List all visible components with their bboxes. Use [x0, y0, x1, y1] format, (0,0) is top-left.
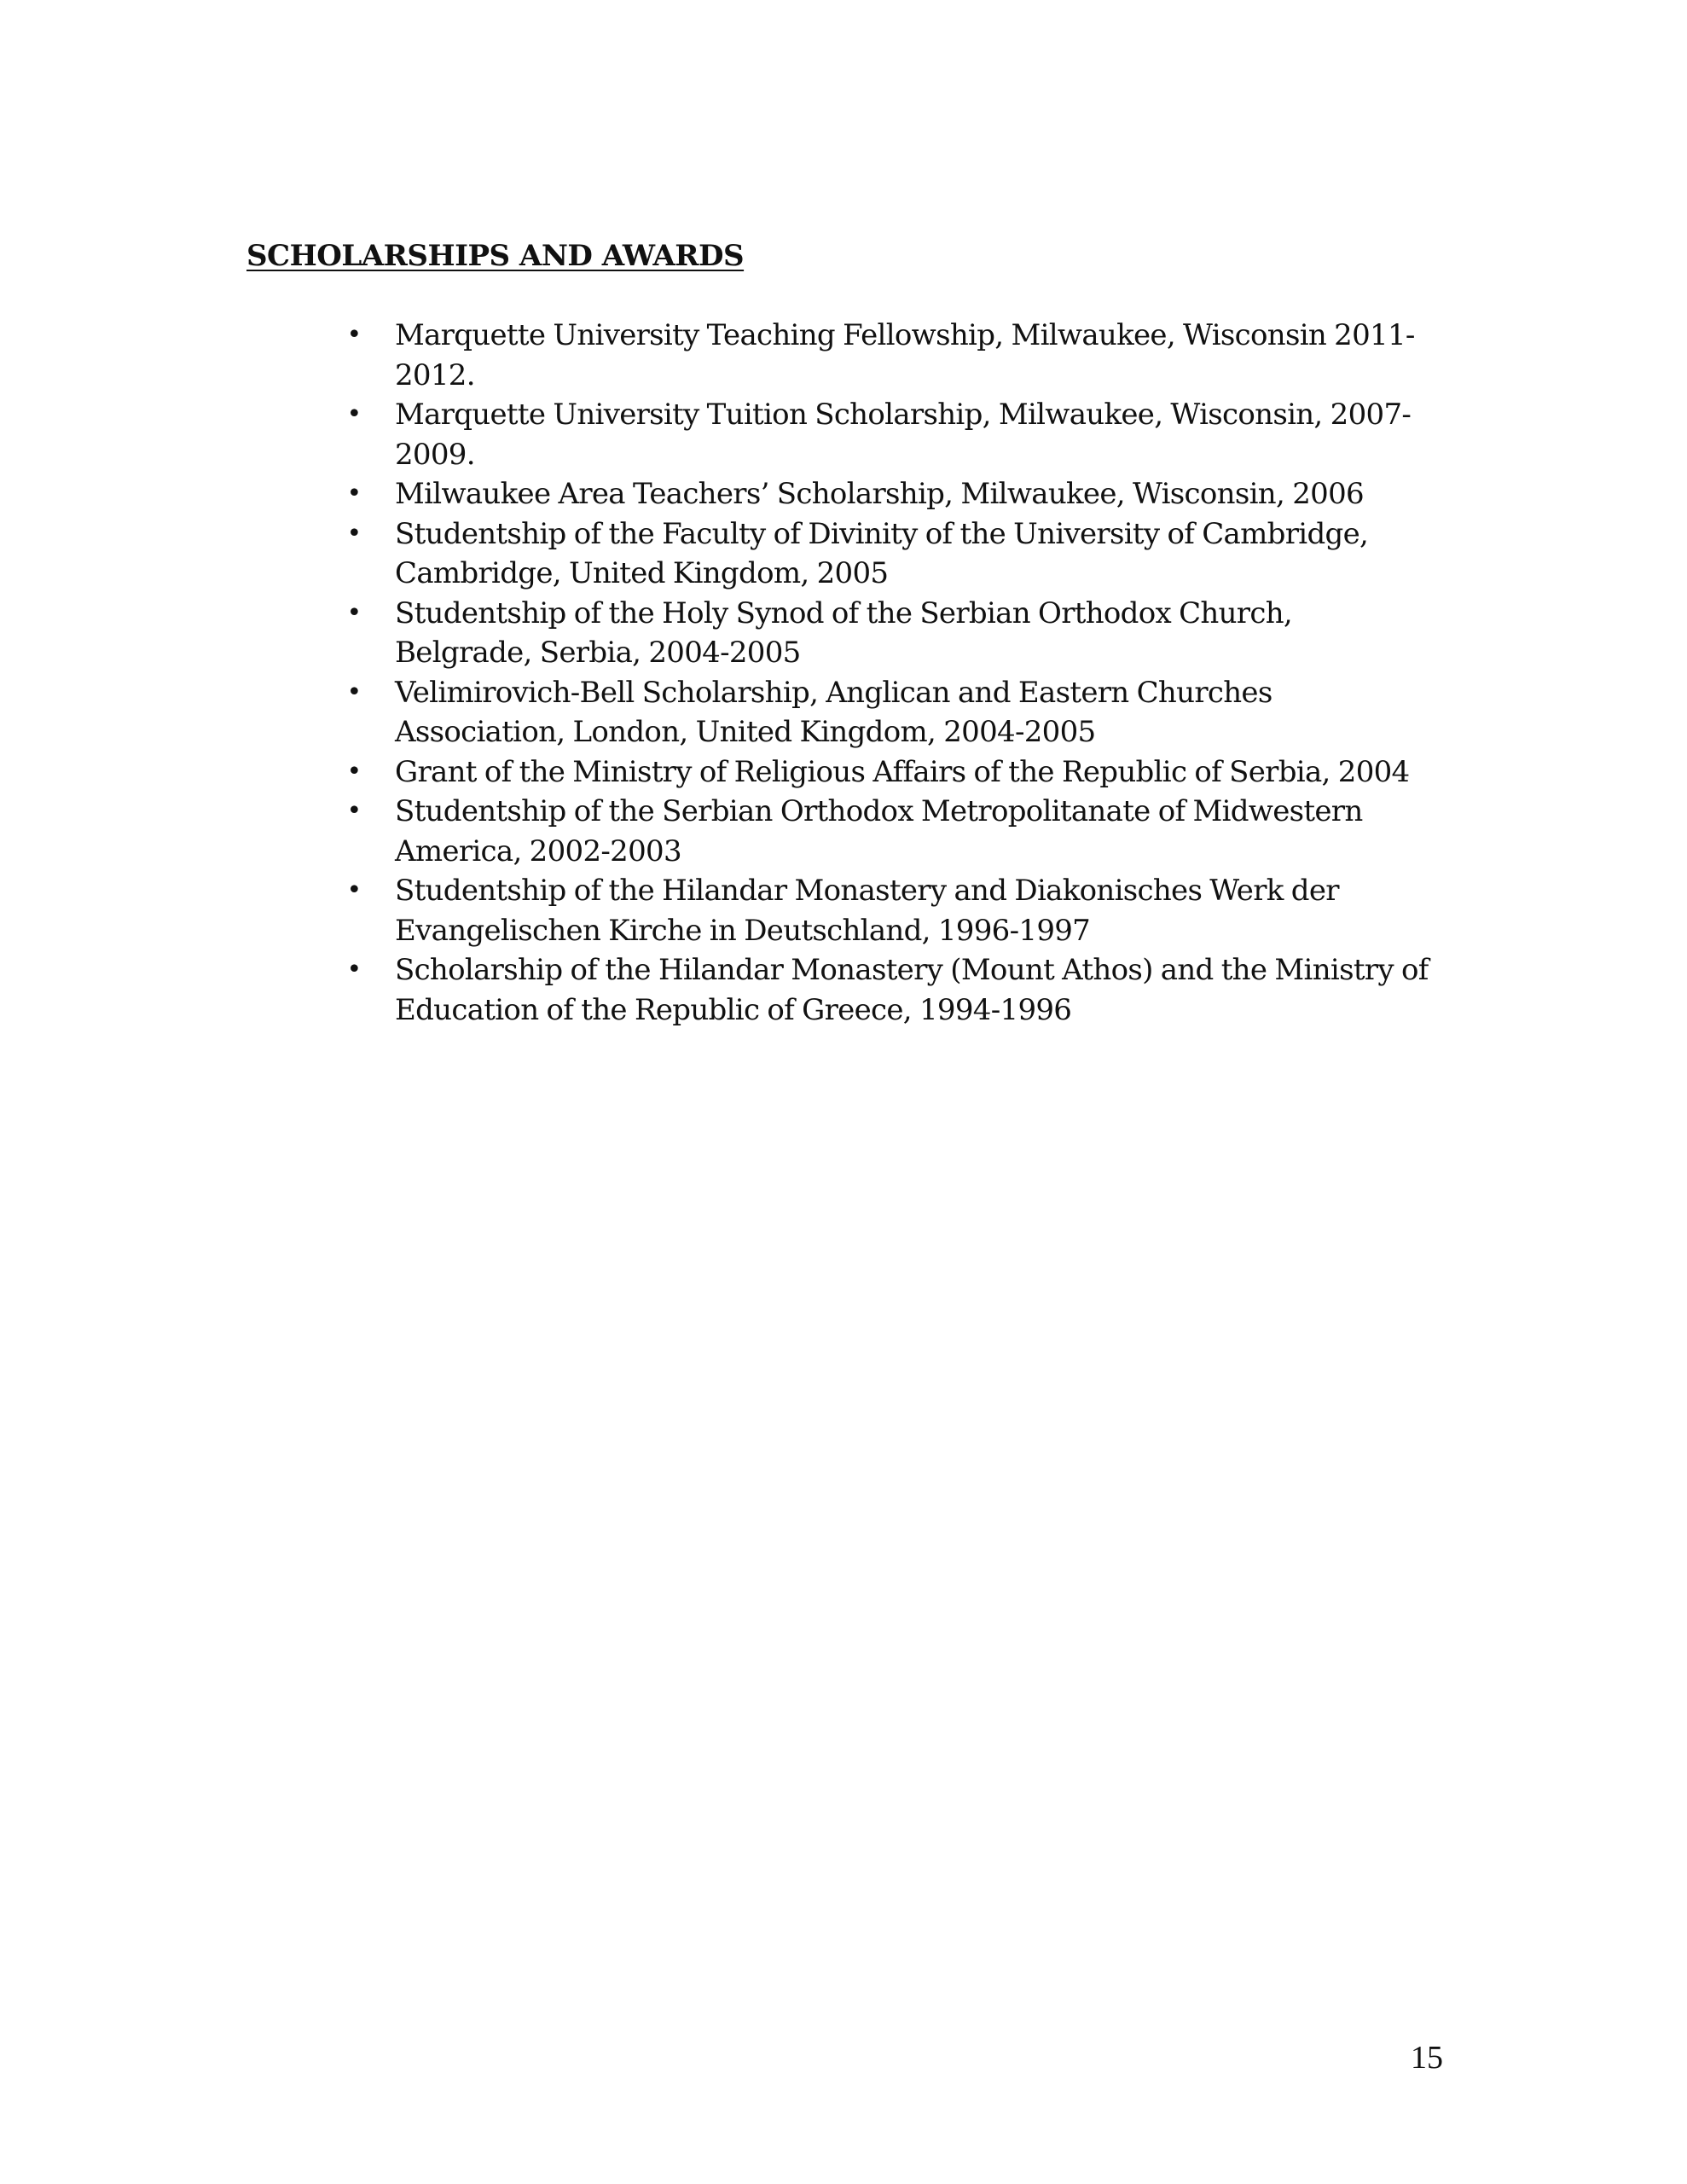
bullet-icon: •: [346, 320, 362, 350]
award-item: [346, 752, 1435, 793]
award-text: Studentship of the Serbian Orthodox Metropolitanate of Midwestern America, 2002-2003: [395, 794, 1363, 868]
award-item: [346, 673, 1435, 752]
award-item: [346, 316, 1435, 395]
award-item: [346, 792, 1435, 871]
award-text: Studentship of the Faculty of Divinity of the University of Cambridge, Cambridge, United Kingdom, 2005: [395, 516, 1369, 590]
award-item: [346, 871, 1435, 950]
awards-list: [346, 316, 1435, 1030]
award-text: Milwaukee Area Teachers’ Scholarship, Milwaukee, Wisconsin, 2006: [395, 477, 1364, 511]
award-text: Marquette University Teaching Fellowship, Milwaukee, Wisconsin 2011-2012.: [395, 318, 1415, 392]
award-text: Velimirovich-Bell Scholarship, Anglican and Eastern Churches Association, London, United Kingdom, 2004-2005: [395, 675, 1272, 749]
award-item: [346, 395, 1435, 474]
bullet-icon: •: [346, 479, 362, 508]
page-number: 15: [1411, 2040, 1443, 2076]
bullet-icon: •: [346, 875, 362, 905]
award-text: Marquette University Tuition Scholarship, Milwaukee, Wisconsin, 2007-2009.: [395, 398, 1412, 472]
award-item: [346, 514, 1435, 594]
award-item: [346, 474, 1435, 514]
award-text: Studentship of the Hilandar Monastery and Diakonisches Werk der Evangelischen Kirche in Deutschland, 1996-1997: [395, 874, 1339, 948]
bullet-icon: •: [346, 677, 362, 707]
bullet-icon: •: [346, 796, 362, 826]
award-item: [346, 594, 1435, 673]
award-text: Grant of the Ministry of Religious Affairs of the Republic of Serbia, 2004: [395, 754, 1410, 789]
section-heading: SCHOLARSHIPS AND AWARDS: [246, 239, 745, 273]
bullet-icon: •: [346, 955, 362, 985]
award-text: Studentship of the Holy Synod of the Serbian Orthodox Church, Belgrade, Serbia, 2004-2005: [395, 595, 1293, 670]
bullet-icon: •: [346, 518, 362, 549]
bullet-icon: •: [346, 597, 362, 628]
award-item: [346, 950, 1435, 1030]
bullet-icon: •: [346, 399, 362, 429]
bullet-icon: •: [346, 756, 362, 787]
award-text: Scholarship of the Hilandar Monastery (Mount Athos) and the Ministry of Education of the Republic of Greece, 1994-1996: [395, 953, 1429, 1027]
